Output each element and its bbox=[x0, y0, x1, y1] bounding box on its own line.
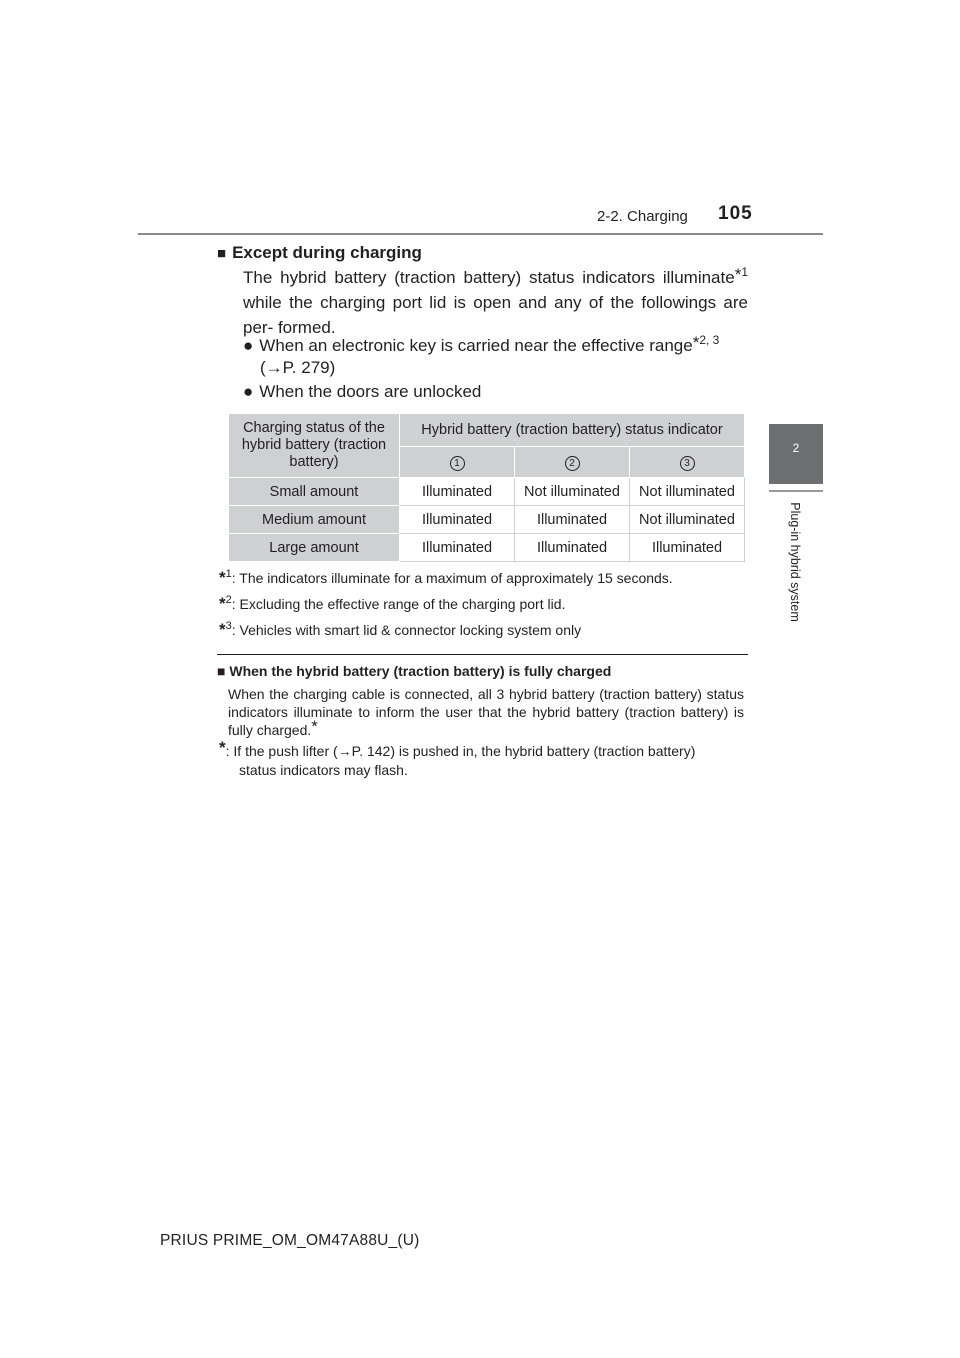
table-header-indicator: Hybrid battery (traction battery) status indicator bbox=[400, 414, 745, 447]
footnote-ref: 2, 3 bbox=[699, 333, 720, 347]
footnote-number: 1 bbox=[225, 568, 232, 580]
header-rule bbox=[138, 233, 823, 235]
footnote-star: * bbox=[219, 568, 226, 587]
sub-footnote-text-cont: status indicators may flash. bbox=[239, 762, 408, 778]
intro-paragraph bbox=[243, 266, 748, 340]
intro-text-rest: while the charging port lid is open and any of the followings are per- formed. bbox=[243, 293, 748, 337]
sub-paragraph bbox=[228, 685, 744, 740]
page-reference: (→P. 279) bbox=[260, 358, 336, 377]
footnote-number: 3 bbox=[225, 620, 232, 632]
bullet-text: When an electronic key is carried near the effective range bbox=[259, 336, 693, 355]
chapter-label bbox=[783, 490, 807, 634]
table-row bbox=[229, 478, 745, 506]
sub-footnote-text: : If the push lifter (→P. 142) is pushed in, the hybrid battery (traction battery) bbox=[225, 743, 696, 759]
table-cell: Not illuminated bbox=[630, 506, 745, 534]
circled-number-icon: 1 bbox=[450, 456, 465, 471]
row-label: Large amount bbox=[229, 534, 400, 562]
sub-heading bbox=[217, 663, 611, 679]
footnote-number: 2 bbox=[225, 594, 232, 606]
square-bullet-icon: ■ bbox=[217, 245, 227, 262]
section-divider bbox=[217, 654, 748, 655]
status-table bbox=[228, 413, 745, 562]
circled-number-icon: 3 bbox=[680, 456, 695, 471]
chapter-tab bbox=[769, 424, 823, 484]
footnote bbox=[219, 620, 581, 640]
footnote-star: * bbox=[692, 333, 700, 352]
main-heading bbox=[217, 243, 422, 263]
table-cell: Illuminated bbox=[515, 506, 630, 534]
indicator-3-header bbox=[630, 447, 745, 478]
page-number: 105 bbox=[718, 203, 753, 224]
table-cell: Not illuminated bbox=[630, 478, 745, 506]
document-code: PRIUS PRIME_OM_OM47A88U_(U) bbox=[160, 1232, 420, 1249]
bullet-text: When the doors are unlocked bbox=[259, 382, 482, 401]
chapter-number: 2 bbox=[792, 441, 800, 455]
bullet-item bbox=[243, 334, 719, 359]
table-row bbox=[229, 534, 745, 562]
bullet-icon: ● bbox=[243, 336, 254, 355]
table-cell: Not illuminated bbox=[515, 478, 630, 506]
table-header-charging-status: Charging status of the hybrid battery (traction battery) bbox=[229, 414, 400, 478]
table-cell: Illuminated bbox=[400, 506, 515, 534]
footnote-star: * bbox=[734, 265, 742, 284]
table-cell: Illuminated bbox=[400, 534, 515, 562]
main-heading-text: Except during charging bbox=[232, 243, 422, 262]
bullet-item bbox=[243, 380, 481, 404]
footnote bbox=[219, 568, 673, 588]
square-bullet-icon: ■ bbox=[217, 663, 226, 679]
intro-text: The hybrid battery (traction battery) status indicators illuminate bbox=[243, 268, 735, 287]
footnote-text: : Vehicles with smart lid & connector locking system only bbox=[231, 622, 582, 638]
sub-footnote bbox=[219, 738, 747, 780]
sub-heading-text: When the hybrid battery (traction battery) is fully charged bbox=[229, 663, 612, 679]
footnote-ref: 1 bbox=[741, 265, 748, 279]
row-label: Small amount bbox=[229, 478, 400, 506]
footnote-star: * bbox=[219, 738, 226, 757]
sub-paragraph-text: When the charging cable is connected, all 3 hybrid battery (traction battery) status indicators illuminate to inform the user that the hybrid battery (traction battery) is fully charged. bbox=[228, 686, 744, 739]
footnote-text: : Excluding the effective range of the charging port lid. bbox=[231, 596, 566, 612]
table-cell: Illuminated bbox=[400, 478, 515, 506]
table-cell: Illuminated bbox=[515, 534, 630, 562]
indicator-2-header bbox=[515, 447, 630, 478]
footnote-star: * bbox=[311, 717, 318, 737]
circled-number-icon: 2 bbox=[565, 456, 580, 471]
footnote-star: * bbox=[219, 594, 226, 613]
indicator-1-header bbox=[400, 447, 515, 478]
section-title: 2-2. Charging bbox=[597, 208, 688, 225]
footnote bbox=[219, 594, 565, 614]
table-row bbox=[229, 506, 745, 534]
table-cell: Illuminated bbox=[630, 534, 745, 562]
row-label: Medium amount bbox=[229, 506, 400, 534]
footnote-text: : The indicators illuminate for a maximum of approximately 15 seconds. bbox=[231, 570, 673, 586]
footnote-star: * bbox=[219, 620, 226, 639]
chapter-label-text: Plug-in hybrid system bbox=[788, 502, 802, 622]
bullet-icon: ● bbox=[243, 382, 254, 401]
